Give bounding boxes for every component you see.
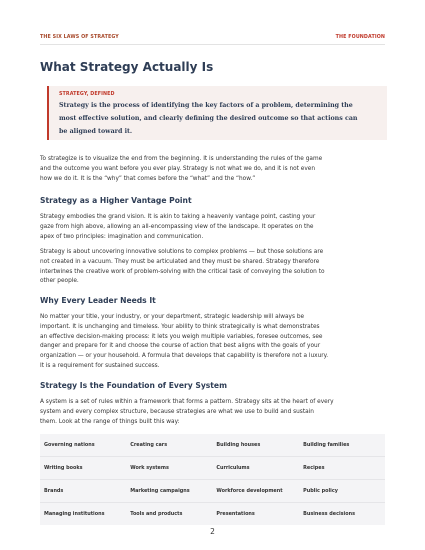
section-paragraph bbox=[40, 398, 390, 427]
table-cell: Work systems bbox=[126, 457, 212, 480]
section-heading: Strategy as a Higher Vantage Point bbox=[40, 196, 192, 205]
text-line: and the outcome you want before you ever play. Strategy is not what we do, and it is not even bbox=[40, 165, 316, 172]
text-line: apex of two principles: imagination and communication. bbox=[40, 233, 204, 240]
text-line: an effective decision-making process: it lets you weigh multiple variables, foresee outcomes, see bbox=[40, 333, 323, 340]
table-row bbox=[40, 503, 385, 526]
text-line: how we do it. It is the “why” that comes before the “what” and the “how.” bbox=[40, 175, 256, 182]
section-paragraph bbox=[40, 213, 390, 242]
table-cell: Governing nations bbox=[44, 442, 95, 448]
table-cell: Marketing campaigns bbox=[126, 480, 212, 503]
text-line: not created in a vacuum. They must be articulated and they must be shared. Strategy therefore bbox=[40, 258, 320, 265]
table-cell: Creating cars bbox=[130, 442, 168, 448]
section-paragraph bbox=[40, 248, 390, 287]
section-heading: Why Every Leader Needs It bbox=[40, 296, 156, 305]
systems-table bbox=[40, 434, 385, 525]
definition-callout bbox=[47, 86, 387, 140]
text-line: No matter your title, your industry, or your department, strategic leadership will always be bbox=[40, 314, 305, 320]
text-line: other people. bbox=[40, 278, 79, 285]
text-line: A system is a set of rules within a framework that forms a pattern. Strategy sits at the heart of every bbox=[40, 399, 334, 405]
table-cell: Business decisions bbox=[299, 503, 385, 526]
definition-line: most effective solution, and clearly defining the desired outcome so that actions can bbox=[59, 115, 358, 122]
text-line: intertwines the creative work of problem-solving with the critical task of conveying the solution to bbox=[40, 268, 325, 275]
intro-paragraph bbox=[40, 155, 390, 184]
table-cell: Building families bbox=[303, 442, 350, 448]
text-line: important. It is unchanging and timeless. Your ability to think strategically is what demonstrates bbox=[40, 323, 320, 330]
page-number: 2 bbox=[210, 527, 215, 536]
table-cell: Writing books bbox=[40, 457, 126, 480]
table-cell: Building houses bbox=[216, 442, 261, 448]
table-cell: Curriculums bbox=[212, 457, 299, 480]
table-cell: Workforce development bbox=[212, 480, 299, 503]
section-paragraph bbox=[40, 313, 390, 372]
table-cell: Recipes bbox=[299, 457, 385, 480]
header-divider bbox=[40, 44, 385, 45]
text-line: them. Look at the range of things built this way: bbox=[40, 418, 180, 425]
table-row bbox=[40, 480, 385, 503]
table-row bbox=[40, 457, 385, 480]
table-cell: Managing institutions bbox=[40, 503, 126, 526]
table-cell: Presentations bbox=[212, 503, 299, 526]
definition-line: be aligned toward it. bbox=[59, 128, 133, 135]
text-line: organization — or your household. A formula that develops that capability is therefore not a luxury. bbox=[40, 353, 329, 360]
definition-label: STRATEGY, DEFINED bbox=[59, 92, 115, 97]
definition-line: Strategy is the process of identifying the key factors of a problem, determining the bbox=[59, 102, 353, 109]
header-book-title: THE SIX LAWS OF STRATEGY bbox=[40, 35, 119, 40]
section-heading: Strategy Is the Foundation of Every System bbox=[40, 381, 227, 390]
text-line: To strategize is to visualize the end from the beginning. It is understanding the rules of the game bbox=[40, 156, 323, 162]
table-cell: Public policy bbox=[299, 480, 385, 503]
table-cell: Tools and products bbox=[126, 503, 212, 526]
running-header bbox=[40, 35, 385, 40]
text-line: It is a requirement for sustained success. bbox=[40, 362, 160, 369]
table-cell: Brands bbox=[40, 480, 126, 503]
text-line: danger and prepare for it and choose the course of action that best aligns with the goals of your bbox=[40, 343, 321, 350]
header-chapter-title: THE FOUNDATION bbox=[335, 35, 385, 40]
text-line: Strategy is about uncovering innovative solutions to complex problems — but those solutions are bbox=[40, 249, 324, 255]
text-line: Strategy embodies the grand vision. It is akin to taking a heavenly vantage point, casting your bbox=[40, 214, 316, 220]
text-line: system and every complex structure, because strategies are what we use to build and sustain bbox=[40, 408, 314, 415]
text-line: gaze from high above, allowing an all-encompassing view of the landscape. It operates on the bbox=[40, 223, 314, 230]
definition-text bbox=[59, 99, 381, 138]
page-title: What Strategy Actually Is bbox=[40, 60, 214, 74]
table-row bbox=[40, 434, 385, 457]
